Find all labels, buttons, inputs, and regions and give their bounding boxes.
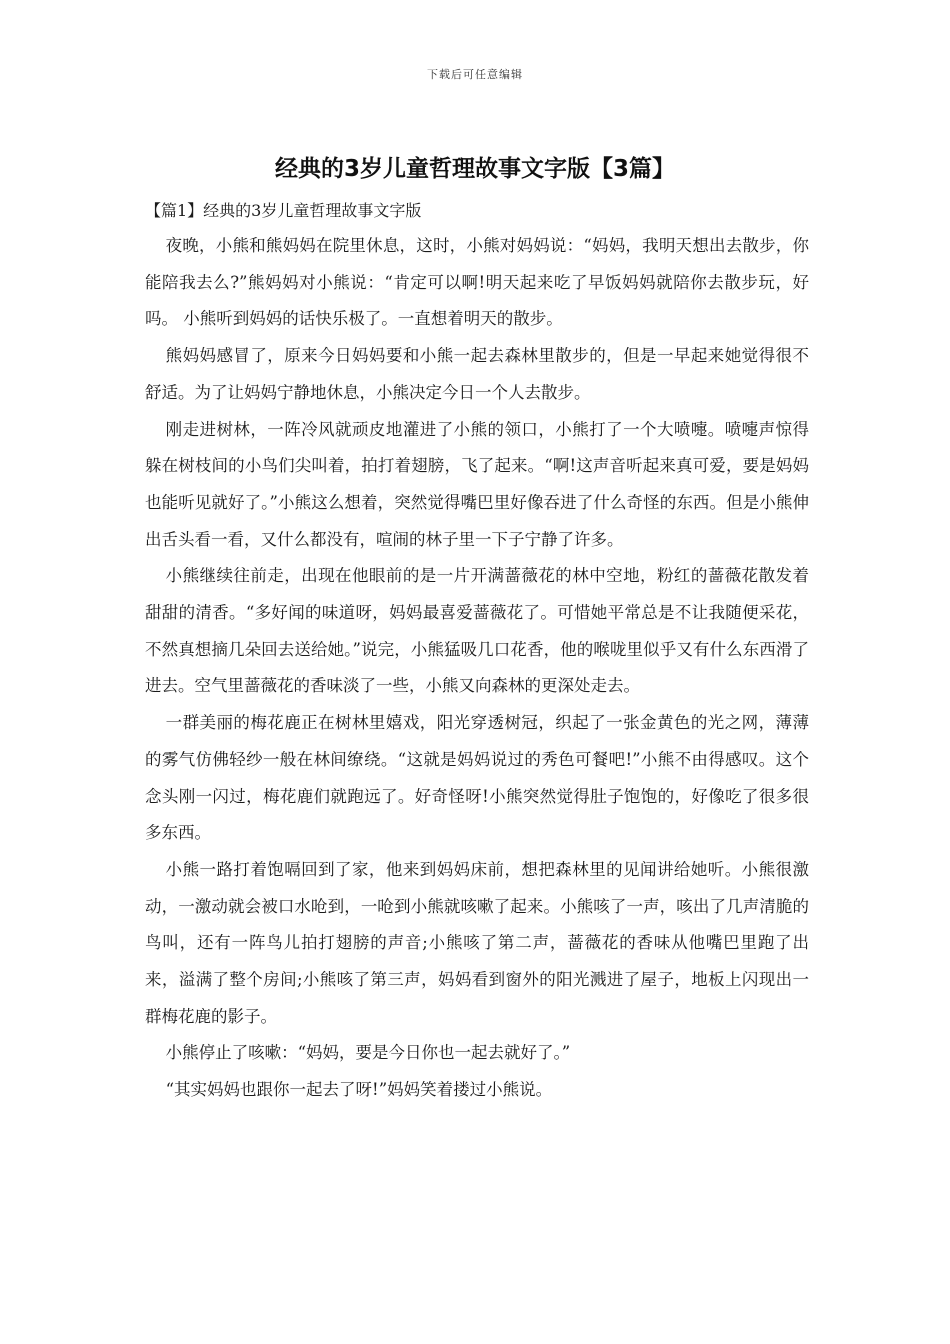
document-title: 经典的3岁儿童哲理故事文字版【3篇】 [274,156,675,182]
document-body [145,196,809,1109]
paragraph: “其实妈妈也跟你一起去了呀!”妈妈笑着搂过小熊说。 [165,1080,553,1100]
paragraph: 小熊停止了咳嗽：“妈妈，要是今日你也一起去就好了。” [165,1043,571,1063]
paragraph: 小熊一路打着饱嗝回到了家，他来到妈妈床前，想把森林里的见闻讲给她听。小熊很激动，一激动就会被口水呛到，一呛到小熊就咳嗽了起来。小熊咳了一声，咳出了几声清脆的鸟叫，还有一阵鸟儿拍打翅膀的声音;小熊咳了第二声，蔷薇花的香味从他嘴巴里跑了出来，溢满了整个房间;小熊咳了第三声，妈妈看到窗外的阳光溅进了屋子，地板上闪现出一群梅花鹿的影子。 [145,859,809,1026]
paragraph: 小熊继续往前走，出现在他眼前的是一片开满蔷薇花的林中空地，粉红的蔷薇花散发着甜甜的清香。“多好闻的味道呀，妈妈最喜爱蔷薇花了。可惜她平常总是不让我随便采花，不然真想摘几朵回去送给她。”说完，小熊猛吸几口花香，他的喉咙里似乎又有什么东西滑了进去。空气里蔷薇花的香味淡了一些，小熊又向森林的更深处走去。 [145,566,809,696]
section-heading: 【篇1】经典的3岁儿童哲理故事文字版 [145,201,422,220]
paragraph: 刚走进树林，一阵冷风就顽皮地灌进了小熊的领口，小熊打了一个大喷嚏。喷嚏声惊得躲在树枝间的小鸟们尖叫着，拍打着翅膀，飞了起来。“啊!这声音听起来真可爱，要是妈妈也能听见就好了。”小熊这么想着，突然觉得嘴巴里好像吞进了什么奇怪的东西。但是小熊伸出舌头看一看，又什么都没有，喧闹的林子里一下子宁静了许多。 [145,419,809,549]
paragraph: 夜晚，小熊和熊妈妈在院里休息，这时，小熊对妈妈说：“妈妈，我明天想出去散步，你能陪我去么?”熊妈妈对小熊说：“肯定可以啊!明天起来吃了早饭妈妈就陪你去散步玩，好吗。 小熊听到妈妈的话快乐极了。一直想着明天的散步。 [145,236,809,329]
paragraph: 一群美丽的梅花鹿正在树林里嬉戏，阳光穿透树冠，织起了一张金黄色的光之网，薄薄的雾气仿佛轻纱一般在林间缭绕。“这就是妈妈说过的秀色可餐吧!”小熊不由得感叹。这个念头刚一闪过，梅花鹿们就跑远了。好奇怪呀!小熊突然觉得肚子饱饱的，好像吃了很多很多东西。 [145,713,809,843]
header-note: 下载后可任意编辑 [427,68,523,81]
paragraph: 熊妈妈感冒了，原来今日妈妈要和小熊一起去森林里散步的，但是一早起来她觉得很不舒适。为了让妈妈宁静地休息，小熊决定今日一个人去散步。 [145,346,809,402]
